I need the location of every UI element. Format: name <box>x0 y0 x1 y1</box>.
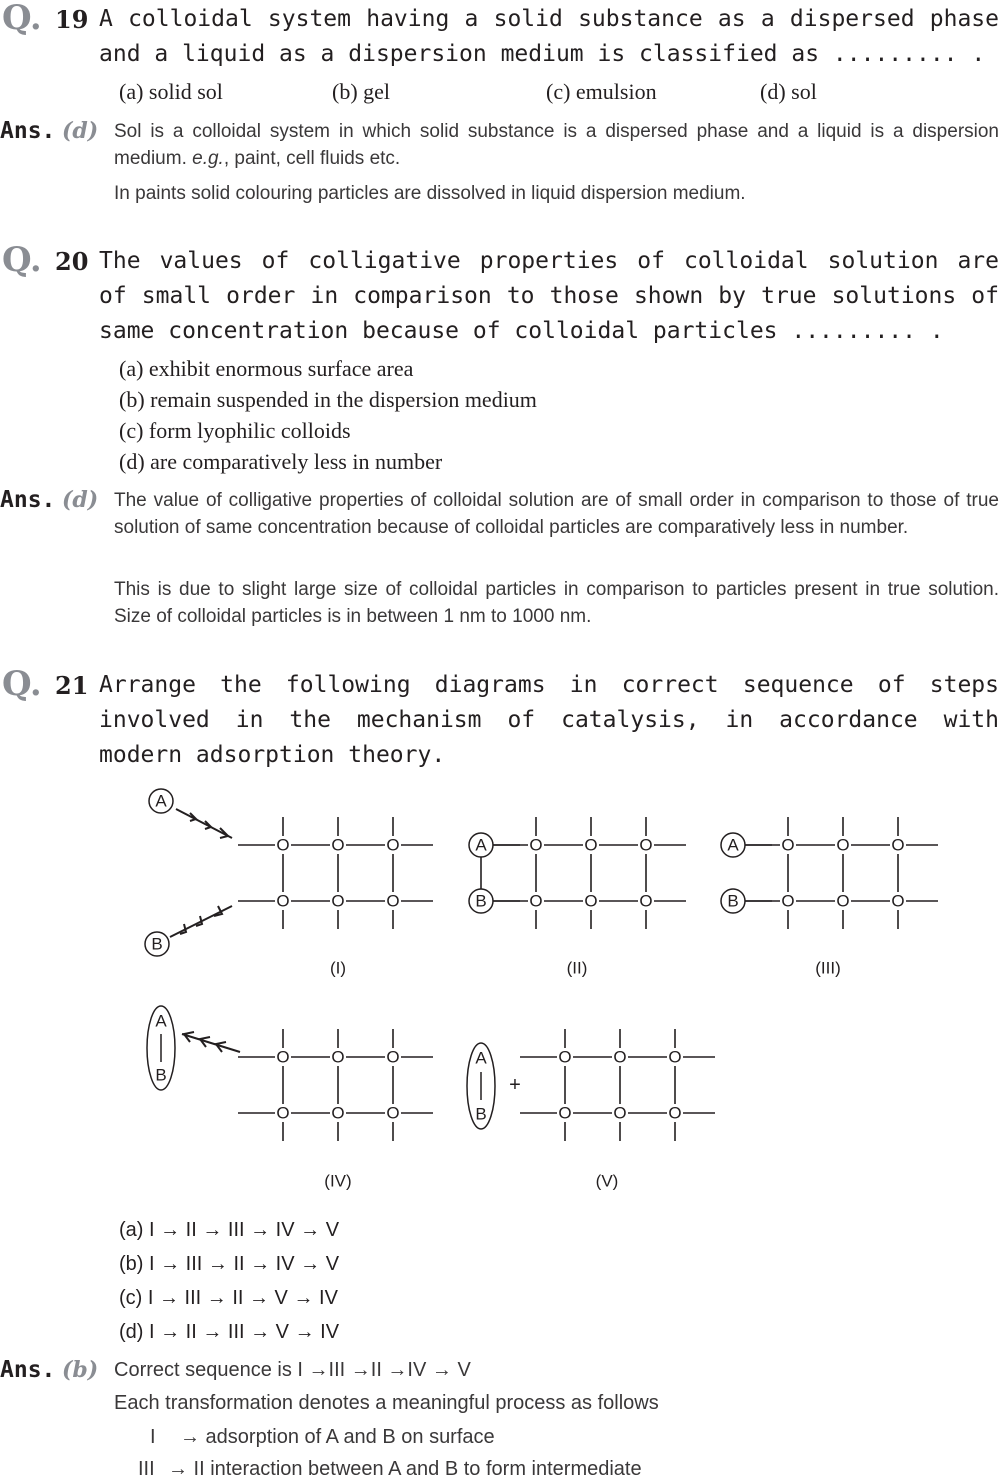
diagram-II <box>469 817 686 929</box>
molecule-a-label: A <box>475 835 487 855</box>
step-text: → adsorption of A and B on surface <box>180 1426 495 1448</box>
atom-o: O <box>639 835 653 855</box>
option-b: (b) remain suspended in the dispersion medium <box>119 387 537 412</box>
desorption-arrow <box>182 1034 240 1052</box>
answer-letter: (b) <box>62 1357 99 1383</box>
answer-label: Ans. <box>0 118 56 144</box>
answer-line-2: Each transformation denotes a meaningful process as follows <box>114 1392 659 1414</box>
answer-line-1: Correct sequence is I →III →II →IV → V <box>114 1359 471 1381</box>
options-list <box>119 1213 339 1349</box>
answer-explanation-2: This is due to slight large size of colloidal particles in comparison to particles present in true solution. Size of colloidal particles is in between 1 nm to 1000 nm. <box>114 579 999 627</box>
step-roman: I <box>150 1426 156 1448</box>
molecule-b-label: B <box>155 1065 167 1085</box>
option-c: (c) I → III → II → V → IV <box>119 1287 338 1309</box>
caption-II: (II) <box>566 958 588 978</box>
molecule-b-label: B <box>475 1104 487 1124</box>
atom-o: O <box>613 1103 627 1123</box>
atom-o: O <box>668 1103 682 1123</box>
option-a: (a) I → II → III → IV → V <box>119 1219 340 1241</box>
question-number: 20 <box>55 247 89 276</box>
caption-I: (I) <box>329 958 347 978</box>
atom-o: O <box>613 1047 627 1067</box>
question-20 <box>0 240 999 640</box>
option-d: (d) are comparatively less in number <box>119 449 443 474</box>
caption-V: (V) <box>595 1171 619 1191</box>
atom-o: O <box>529 891 543 911</box>
answer-label: Ans. <box>0 487 56 513</box>
atom-o: O <box>529 835 543 855</box>
plus-sign: + <box>509 1074 521 1096</box>
options-list <box>119 353 537 477</box>
diagram-I <box>145 789 433 956</box>
question-text: Arrange the following diagrams in correct sequence of steps involved in the mechanism of catalysis, in accordance with modern adsorption theory. <box>99 672 999 768</box>
molecule-a-label: A <box>727 835 739 855</box>
option-d: (d) I → II → III → V → IV <box>119 1321 340 1343</box>
answer-text-part: Sol is a colloidal system in which solid substance is a dispersed phase and a liquid is a dispersion medium. <box>114 121 999 169</box>
option-a: (a) exhibit enormous surface area <box>119 356 414 381</box>
molecule-a-label: A <box>475 1048 487 1068</box>
atom-o: O <box>558 1103 572 1123</box>
option-a: (a) solid sol <box>119 79 223 104</box>
atom-o: O <box>386 891 400 911</box>
atom-o: O <box>584 891 598 911</box>
molecule-b-label: B <box>475 891 487 911</box>
answer-explanation <box>114 118 999 172</box>
answer-explanation-2: In paints solid colouring particles are dissolved in liquid dispersion medium. <box>114 183 746 204</box>
atom-o: O <box>558 1047 572 1067</box>
molecule-a-label: A <box>155 791 167 811</box>
atom-o: O <box>386 1047 400 1067</box>
option-d: (d) sol <box>760 79 817 104</box>
diagram-V <box>467 1029 715 1141</box>
atom-o: O <box>668 1047 682 1067</box>
atom-o: O <box>781 835 795 855</box>
answer-step-1 <box>150 1424 495 1451</box>
option-c: (c) emulsion <box>546 79 657 104</box>
answer-text-eg: e.g. <box>192 148 224 169</box>
atom-o: O <box>386 1103 400 1123</box>
answer-label: Ans. <box>0 1357 56 1383</box>
atom-o: O <box>331 1047 345 1067</box>
atom-o: O <box>639 891 653 911</box>
answer-explanation: The value of colligative properties of colloidal solution are of small order in comparison to those of true solution of same concentration because of colloidal particles are comparatively less in number. <box>114 490 999 538</box>
question-text: The values of colligative properties of colloidal solution are of small order in comparison to those shown by true solutions of same concentration because of colloidal particles ......... . <box>99 248 999 344</box>
question-19 <box>0 0 999 220</box>
option-b: (b) gel <box>332 79 391 104</box>
atom-o: O <box>891 835 905 855</box>
atom-o: O <box>584 835 598 855</box>
caption-III: (III) <box>815 958 841 978</box>
step-roman: III <box>138 1458 155 1480</box>
question-marker: Q. <box>2 0 42 38</box>
atom-o: O <box>276 1103 290 1123</box>
atom-o: O <box>276 835 290 855</box>
diagram-III <box>721 817 938 929</box>
question-text: A colloidal system having a solid substance as a dispersed phase and a liquid as a dispersion medium is classified as ......... . <box>99 6 999 67</box>
answer-letter: (d) <box>62 118 99 144</box>
atom-o: O <box>276 1047 290 1067</box>
approach-arrow <box>176 809 232 838</box>
atom-o: O <box>276 891 290 911</box>
atom-o: O <box>331 835 345 855</box>
question-number: 21 <box>55 671 89 700</box>
atom-o: O <box>331 1103 345 1123</box>
molecule-a-label: A <box>155 1011 167 1031</box>
molecule-b-label: B <box>727 891 739 911</box>
question-number: 19 <box>55 5 89 34</box>
atom-o: O <box>386 835 400 855</box>
atom-o: O <box>836 835 850 855</box>
caption-IV: (IV) <box>324 1171 352 1191</box>
answer-letter: (d) <box>62 487 99 513</box>
question-marker: Q. <box>2 240 42 280</box>
atom-o: O <box>836 891 850 911</box>
atom-o: O <box>891 891 905 911</box>
answer-text-part: , paint, cell fluids etc. <box>223 148 401 169</box>
atom-o: O <box>331 891 345 911</box>
molecule-b-label: B <box>151 934 163 954</box>
option-c: (c) form lyophilic colloids <box>119 418 351 443</box>
atom-o: O <box>781 891 795 911</box>
option-b: (b) I → III → II → IV → V <box>119 1253 340 1275</box>
catalysis-diagram <box>0 780 999 1200</box>
question-marker: Q. <box>2 664 42 704</box>
step-text: → II interaction between A and B to form intermediate <box>168 1458 642 1480</box>
